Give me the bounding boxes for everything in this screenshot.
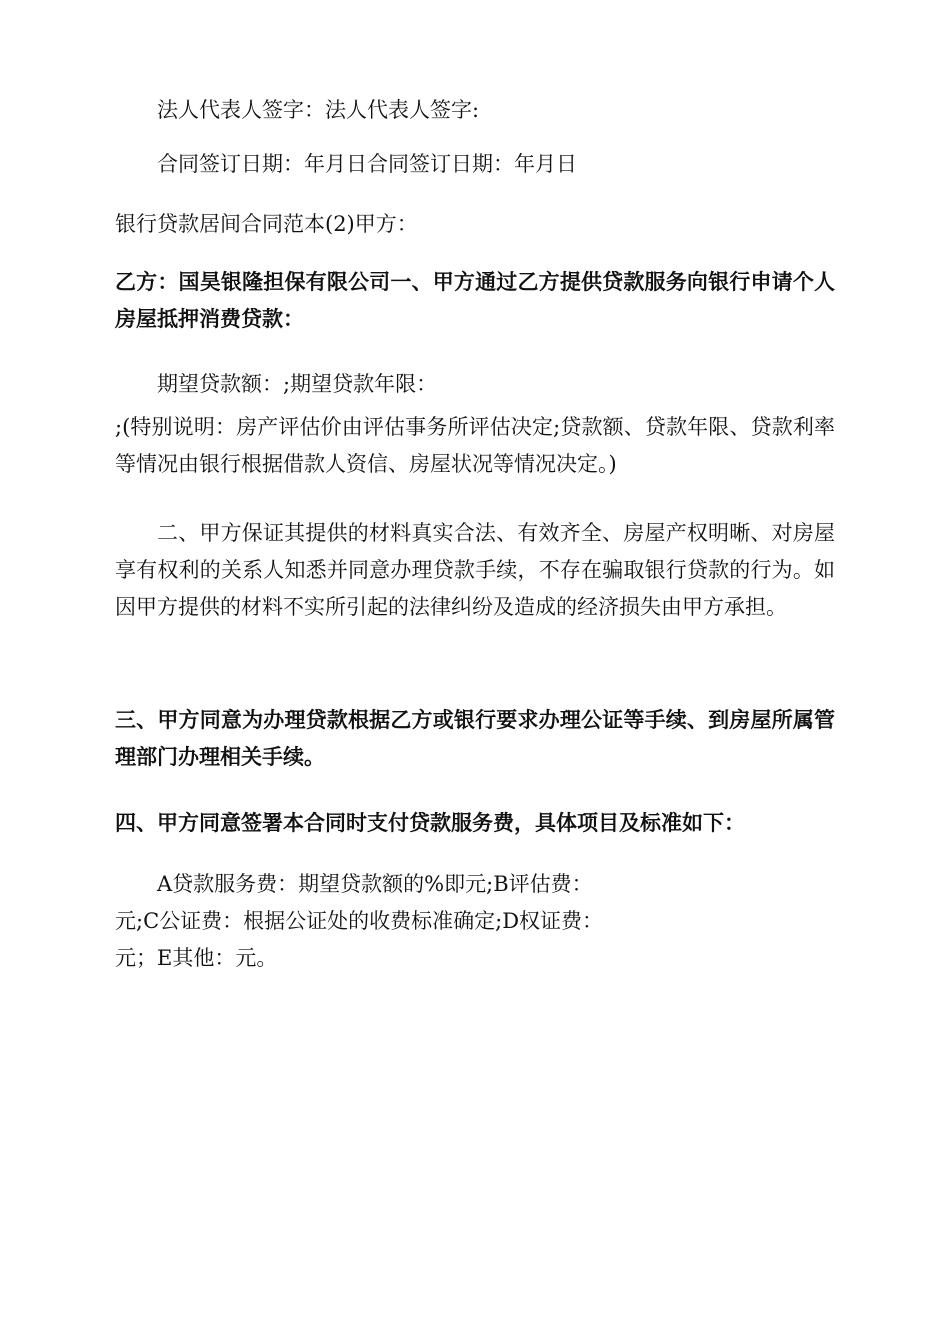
expected-loan-line: 期望贷款额：;期望贷款年限： — [157, 372, 438, 396]
fee-line-3: 元；E其他：元。 — [115, 946, 278, 970]
party-b-clause-one: 乙方：国昊银隆担保有限公司一、甲方通过乙方提供贷款服务向银行申请个人房屋抵押消费贷款： — [115, 270, 835, 331]
special-note: ;(特别说明：房产评估价由评估事务所评估决定;贷款额、贷款年限、贷款利率等情况由银行根据借款人资信、房屋状况等情况决定。) — [115, 415, 835, 476]
clause-two: 二、甲方保证其提供的材料真实合法、有效齐全、房屋产权明晰、对房屋享有权利的关系人知悉并同意办理贷款手续，不存在骗取银行贷款的行为。如因甲方提供的材料不实所引起的法律纠纷及造成的经济损失由甲方承担。 — [115, 521, 835, 619]
clause-four: 四、甲方同意签署本合同时支付贷款服务费，具体项目及标准如下： — [115, 811, 745, 835]
contract-date-line: 合同签订日期：年月日合同签订日期：年月日 — [157, 152, 577, 176]
contract-title-line: 银行贷款居间合同范本(2)甲方： — [115, 212, 418, 236]
signature-line: 法人代表人签字：法人代表人签字: — [157, 98, 480, 122]
clause-three: 三、甲方同意为办理贷款根据乙方或银行要求办理公证等手续、到房屋所属管理部门办理相关手续。 — [115, 708, 835, 769]
fee-line-1: A贷款服务费：期望贷款额的%即元;B评估费： — [157, 872, 593, 896]
fee-list — [115, 866, 835, 977]
fee-line-2: 元;C公证费：根据公证处的收费标准确定;D权证费： — [115, 909, 604, 933]
